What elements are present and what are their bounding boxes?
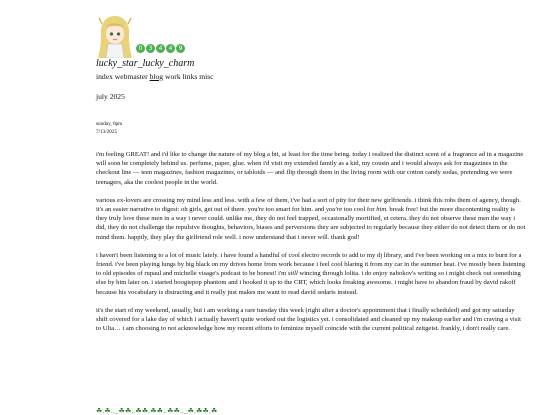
hit-counter — [136, 44, 185, 53]
post-paragraph — [96, 196, 526, 242]
counter-digit-badge: 4 — [166, 44, 175, 53]
post-text: . break free! but the more discontenting reality is they truly love these men in a way i never could. unlike me, they do not feel trapped, occasionally mortified, et cetera. they do not observe these men the way i did, they do not challenge the repulsive thoughts, behaviors, biases and perversions they are subjected to regularly because they either do not detect them or do not mind them. happily, they play the girlfriend role well. i now understand that i never will. thank god! — [96, 206, 526, 241]
site-title: lucky_star_lucky_charm — [96, 58, 195, 69]
post-emphasis: you're — [325, 206, 343, 214]
nav-link-links[interactable]: links — [182, 72, 198, 81]
nav-link-webmaster[interactable]: webmaster — [114, 72, 148, 81]
post-date: 7/13/2025 — [96, 128, 118, 135]
nav-link-misc[interactable]: misc — [199, 72, 214, 81]
post-paragraph — [96, 251, 526, 297]
post-paragraph: i'm feeling GREAT! and i'd like to change the nature of my blog a bit, at least for the time being. today i realized the distinct scent of a fragrance ad in a magazine will soon be completely behind us. perfume, paper, glue. when i'd visit my extended family as a kid, my cousin and i would always ask for magazines in the checkout line — teen magazines, fashion magazines, or tabloids — and flip through them in the living room with our cotton candy sodas, pretending we were teenagers, aka the coolest people in the world. — [96, 151, 524, 186]
post-emphasis: still — [287, 270, 298, 278]
page-content — [96, 14, 526, 415]
blog-post-body — [96, 150, 526, 342]
nav-link-index[interactable]: index — [96, 72, 113, 81]
nav-link-work[interactable]: work — [165, 72, 181, 81]
site-nav — [96, 72, 214, 81]
post-text: wincing through lolita. i do enjoy nabokov's writing so i might check out something else by him later on. i started boogiepop phantom and i hooked it up to the CRT, which looks freaking awesome. i might have to abandon fraud by david rakoff because his vocabulary is distracting and it really just makes me want to read david sedaris instead. — [96, 270, 521, 296]
post-text: various ex-lovers are crossing my mind less and less. with a few of them, i've had a sort of pity for their new girlfriends. i think this robs them of agency, though. it's an easier narrative to digest: oh girls, get out of there. you're too smart for him. and — [96, 196, 521, 214]
post-emphasis: him — [376, 206, 387, 214]
archive-month: july 2025 — [96, 92, 125, 101]
site-header — [96, 14, 526, 60]
post-paragraph: it's the start of my weekend, usually, but i am working a rare tuesday this week (right after a doctor's appointment that i finally scheduled) and got my saturday shift covered for a lake day of which i actually haven't quite worked out the logistics yet. i consolidated and cleaned up my makeup earlier and i'm craving a visit to Ulta… i am choosing to not acknowledge how my recent efforts to feminize myself coincide with the current political zeitgeist. frankly, i don't really care. — [96, 306, 521, 333]
post-day-time: sunday, 6pm — [96, 121, 123, 127]
counter-digit-badge: 4 — [156, 44, 165, 53]
anime-girl-avatar-icon — [96, 14, 134, 58]
post-text: too cool for — [342, 206, 377, 214]
counter-digit-badge: 0 — [136, 44, 145, 53]
post-meta — [96, 121, 122, 136]
post-text: i haven't been listening to a lot of music lately. i have found a handful of cool electro records to add to my dj library, and i've been working on a mix to burn for a friend. i've been playing lungs by big black on my drives home from work because i feel cool blaring it from my car in the summer heat. i've mostly been listening to old episodes of rupaul and michelle visage's podcast to be honest! i'm — [96, 251, 526, 278]
shamrock-divider-icon: ☘.☘.._☘☘..☘☘.☘☘..☘☘.._☘.☘☘.☘ — [96, 407, 218, 415]
counter-digit-badge: 3 — [146, 44, 155, 53]
nav-link-blog[interactable]: blog — [149, 72, 164, 81]
counter-digit-badge: 9 — [176, 44, 185, 53]
